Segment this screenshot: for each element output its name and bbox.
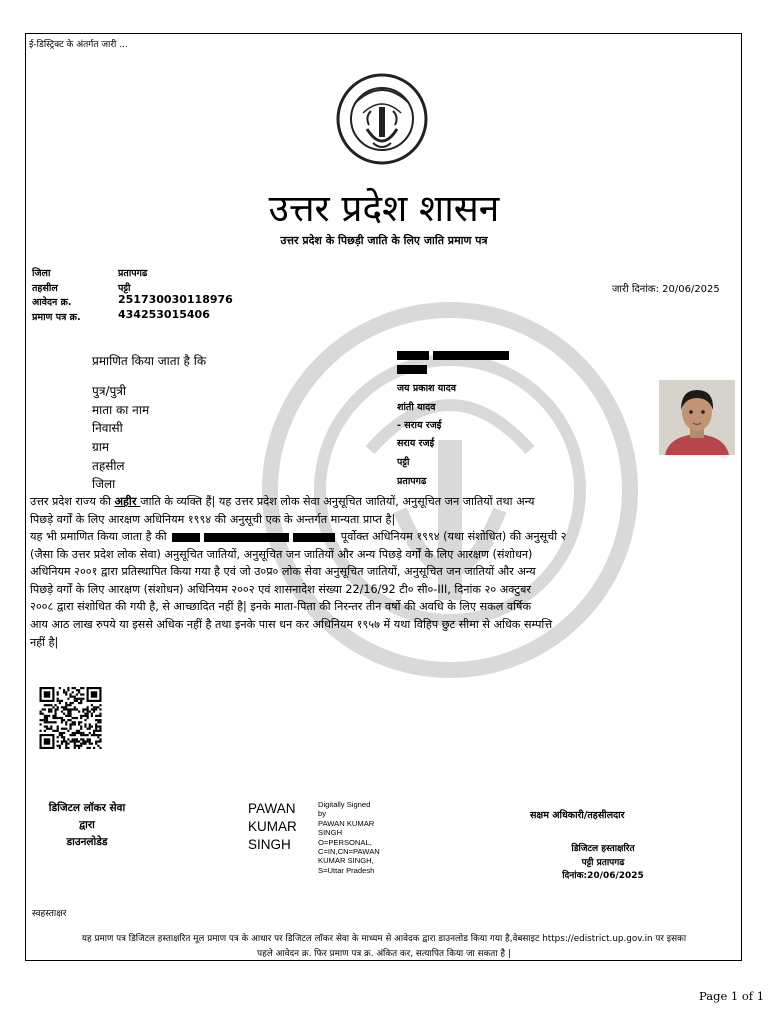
note-line-2: पहले आवेदन क्र. फिर प्रमाण पत्र क्र. अंकित कर, सत्यापित किया जा सकता है | bbox=[257, 948, 511, 959]
redacted-block bbox=[172, 533, 200, 542]
applicant-photo bbox=[659, 380, 735, 455]
son-daughter-value: जय प्रकाश यादव bbox=[397, 383, 457, 394]
page-title: उत्तर प्रदेश शासन bbox=[268, 187, 500, 230]
digi-line-2: पट्टी प्रतापगढ bbox=[581, 857, 625, 868]
son-daughter-label: पुत्र/पुत्री bbox=[92, 384, 127, 398]
p2-line-6: आय आठ लाख रुपये या इससे अधिक नहीं है तथा इनके पास धन कर अधिनियम १९५७ में यथा विहिप छुट सीमा से अधिक सम्पत्ति bbox=[30, 617, 553, 631]
tehsil-field-value: पट्टी bbox=[397, 457, 410, 468]
signed-line: KUMAR SINGH, bbox=[318, 856, 374, 866]
p1-text-b: जाति के व्यक्ति हैं| यह उत्तर प्रदेश लोक सेवा अनुसूचित जातियों, अनुसूचित जन जातियों तथा अन्य bbox=[140, 495, 535, 508]
qr-code bbox=[37, 687, 104, 749]
p2-line-3: अधिनियम २००१ द्वारा प्रतिस्थापित किया गया है एवं जो उ०प्र० लोक सेवा अनुसूचित जातियों, अनुसूचित जन जातियों और अन्य bbox=[30, 565, 536, 579]
signed-line: SINGH bbox=[318, 828, 343, 838]
signer-line-1: PAWAN bbox=[248, 801, 296, 816]
mother-label: माता का नाम bbox=[92, 403, 150, 417]
district-value: प्रतापगढ bbox=[118, 268, 148, 279]
certificate-number: 434253015406 bbox=[118, 308, 210, 321]
note-line-1: यह प्रमाण पत्र डिजिटल हस्ताक्षरित मूल प्रमाण पत्र के आधार पर डिजिटल लॉकर सेवा के माध्यम से आवेदक द्वारा डाउनलोड किया गया है,वेबसाइट https://edistrict.up.gov.in पर इसका bbox=[81, 934, 687, 944]
applicant-name-redacted bbox=[397, 350, 513, 374]
district-field-value: प्रतापगढ bbox=[397, 476, 427, 487]
competent-authority: सक्षम अधिकारी/तहसीलदार bbox=[530, 810, 625, 821]
signer-line-3: SINGH bbox=[248, 837, 291, 852]
signed-line: S=Uttar Pradesh bbox=[318, 865, 375, 875]
redacted-block bbox=[204, 533, 289, 542]
top-note: ई-डिस्ट्रिक्ट के अंतर्गत जारी ... bbox=[29, 40, 128, 50]
issue-date: जारी दिनांक: 20/06/2025 bbox=[612, 284, 720, 295]
signed-line: O=PERSONAL, bbox=[318, 837, 372, 847]
village-label: ग्राम bbox=[92, 440, 110, 454]
resident-label: निवासी bbox=[92, 421, 123, 435]
signed-line: C=IN,CN=PAWAN bbox=[318, 847, 380, 857]
p2-line-5: २००८ द्वारा संशोधित की गयी है, से आच्छादित नहीं है| इनके माता-पिता की निरन्तर तीन वर्षो की अवधि के लिए सकल वर्षिक bbox=[30, 600, 532, 614]
locker-line-3: डाउनलोडेड bbox=[66, 836, 108, 848]
signed-line: Digitally Signed bbox=[318, 800, 371, 809]
village-value: सराय रजई bbox=[397, 438, 435, 449]
caste-name: अहीर bbox=[114, 495, 141, 508]
certificate-subtitle: उत्तर प्रदेश के पिछड़ी जाति के लिए जाति प्रमाण पत्र bbox=[280, 234, 488, 247]
digital-signature-block bbox=[540, 843, 666, 884]
district-field-label: जिला bbox=[92, 477, 116, 491]
redacted-block bbox=[293, 533, 335, 542]
locker-line-1: डिजिटल लॉकर सेवा bbox=[48, 802, 126, 814]
p2-text-b: पूर्वोक्त अधिनियम १९९४ (यथा संशोधित) की अनुसूची २ bbox=[340, 530, 567, 543]
p2-line-4: पिछड़े वर्गों के लिए आरक्षण (संशोधन) अधिनियम २००२ एवं शासनादेश संख्या 22/16/92 टी० सी०-III, दिनांक २० अक्टुबर bbox=[30, 582, 531, 596]
signer-line-2: KUMAR bbox=[248, 819, 297, 834]
p1-text-a: उत्तर प्रदेश राज्य की bbox=[30, 495, 115, 508]
certified-label: प्रमाणित किया जाता है कि bbox=[92, 354, 207, 368]
application-number: 251730030118976 bbox=[118, 293, 233, 306]
up-government-emblem bbox=[333, 73, 431, 165]
district-label: जिला bbox=[32, 268, 51, 279]
self-attested-label: स्वहस्ताक्षर bbox=[32, 909, 67, 919]
locker-line-2: द्वारा bbox=[79, 819, 95, 831]
signed-line: PAWAN KUMAR bbox=[318, 818, 375, 828]
verification-note bbox=[28, 932, 740, 961]
application-label: आवेदन क्र. bbox=[32, 297, 72, 308]
p2-line-7: नहीं है| bbox=[30, 635, 59, 649]
tehsil-label: तहसील bbox=[32, 283, 58, 294]
signed-line: by bbox=[318, 809, 327, 819]
digital-locker-note bbox=[28, 800, 146, 851]
tehsil-value: पट्टी bbox=[118, 283, 131, 294]
page-number: Page 1 of 1 bbox=[699, 989, 765, 1003]
certification-paragraph bbox=[30, 528, 742, 651]
mother-value: शांती यादव bbox=[397, 402, 436, 413]
digi-line-3: दिनांक:20/06/2025 bbox=[562, 871, 644, 881]
certificate-number-label: प्रमाण पत्र क्र. bbox=[32, 312, 81, 323]
tehsil-field-label: तहसील bbox=[92, 459, 125, 473]
p2-line-2: (जैसा कि उत्तर प्रदेश लोक सेवा) अनुसूचित जातियों, अनुसूचित जन जातियों और अन्य पिछड़े वर्गों के लिए आरक्षण (संशोधन) bbox=[30, 547, 533, 561]
signer-name bbox=[248, 800, 297, 854]
resident-value: - सराय रजई bbox=[397, 420, 442, 431]
digital-signature-info bbox=[318, 800, 380, 875]
digi-line-1: डिजिटल हस्ताक्षरित bbox=[571, 844, 635, 854]
caste-paragraph bbox=[30, 493, 742, 528]
p1-line-2: पिछड़े वर्गों के लिए आरक्षण अधिनियम १९९४ की अनुसूची एक के अन्तर्गत मान्यता प्राप्त है| bbox=[30, 512, 396, 526]
p2-text-a: यह भी प्रमाणित किया जाता है की bbox=[30, 530, 167, 543]
